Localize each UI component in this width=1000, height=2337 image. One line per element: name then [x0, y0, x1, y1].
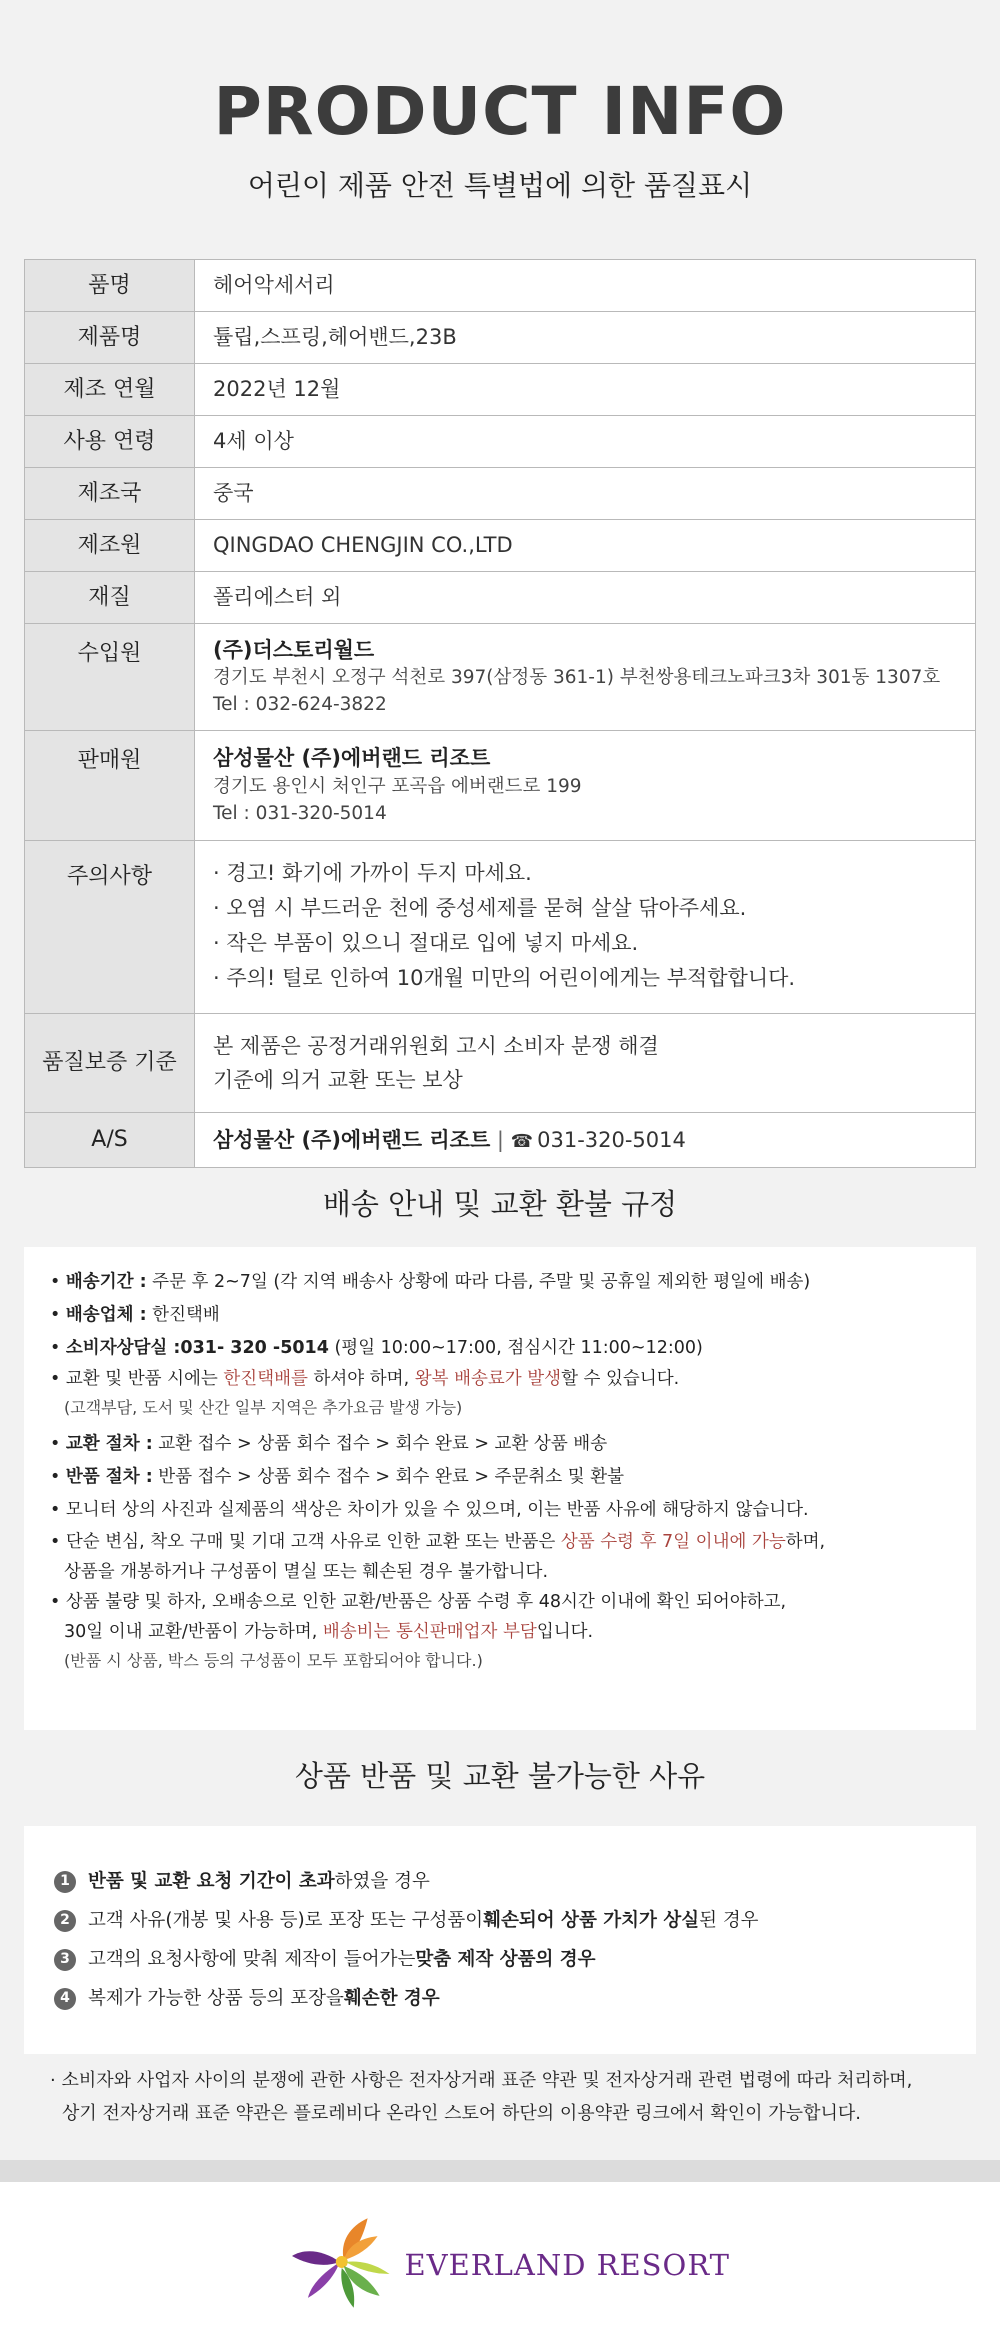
as-company: 삼성물산 (주)에버랜드 리조트 [213, 1127, 491, 1152]
number-3-icon: 3 [54, 1949, 76, 1971]
row-label: 주의사항 [25, 841, 195, 1014]
reasons-section-title: 상품 반품 및 교환 불가능한 사유 [294, 1759, 706, 1793]
as-cell [195, 1113, 976, 1168]
ship-carrier: • 배송업체 : 한진택배 [50, 1305, 220, 1325]
table-row [25, 260, 976, 312]
seller-cell [195, 731, 976, 841]
importer-name: (주)더스토리월드 [213, 637, 375, 662]
text: 한진택배 [146, 1305, 220, 1325]
reason-bold: 훼손한 경우 [343, 1988, 440, 2009]
importer-tel: Tel : 032-624-3822 [213, 694, 387, 716]
highlight: 왕복 배송료가 발생 [414, 1369, 562, 1389]
seller-address: 경기도 용인시 처인구 포곡읍 에버랜드로 199 [213, 775, 582, 797]
text: 상품 불량 및 하자, 오배송으로 인한 교환/반품은 상품 수령 후 48시간 이내에 확인 되어야하고, [65, 1592, 787, 1612]
row-label: 제조국 [25, 468, 195, 520]
text: 모니터 상의 사진과 실제품의 색상은 차이가 있을 수 있으며, 이는 반품 사유에 해당하지 않습니다. [65, 1500, 809, 1520]
ship-simple-change: • 단순 변심, 착오 구매 및 기대 고객 사유로 인한 교환 또는 반품은 상품 수령 후 7일 이내에 가능하며, [50, 1532, 826, 1552]
seller-name: 삼성물산 (주)에버랜드 리조트 [213, 746, 491, 771]
importer-cell [195, 624, 976, 731]
quality-line: 기준에 의거 교환 또는 보상 [213, 1068, 463, 1092]
number-2-icon: 2 [54, 1910, 76, 1932]
reason-bold: 훼손되어 상품 가치가 상실 [483, 1910, 700, 1931]
row-label: A/S [25, 1113, 195, 1168]
ship-defect-2 [50, 1617, 976, 1647]
reason-item [54, 1940, 976, 1979]
row-value: QINGDAO CHENGJIN CO.,LTD [195, 520, 976, 572]
row-value: 2022년 12월 [195, 364, 976, 416]
row-label: 수입원 [25, 624, 195, 731]
label: 반품 절차 : [65, 1467, 153, 1487]
reason-text: 고객 사유(개봉 및 사용 등)로 포장 또는 구성품이 [88, 1910, 484, 1931]
product-info-table [24, 259, 976, 1168]
page-title: PRODUCT INFO [213, 73, 787, 150]
table-row-caution [25, 841, 976, 1014]
ship-cs: • 소비자상담실 :031- 320 -5014 (평일 10:00~17:00, 점심시간 11:00~12:00) [50, 1338, 703, 1358]
flower-logo-icon [290, 2212, 395, 2312]
reason-item [54, 1901, 976, 1940]
importer-address: 경기도 부천시 오정구 석천로 397(삼정동 361-1) 부천쌍용테크노파크3차 301동 1307호 [213, 667, 941, 689]
caution-item: · 오염 시 부드러운 천에 중성세제를 묻혀 살살 닦아주세요. [213, 896, 747, 920]
ship-period: • 배송기간 : 주문 후 2~7일 (각 지역 배송사 상황에 따라 다름, 주말 및 공휴일 제외한 평일에 배송) [50, 1272, 811, 1292]
row-value: 폴리에스터 외 [195, 572, 976, 624]
ship-defect: • 상품 불량 및 하자, 오배송으로 인한 교환/반품은 상품 수령 후 48시간 이내에 확인 되어야하고, [50, 1592, 787, 1612]
text: 할 수 있습니다. [561, 1369, 680, 1389]
label: 배송업체 : [65, 1305, 147, 1325]
ship-exchange-procedure: • 교환 절차 : 교환 접수 > 상품 회수 접수 > 회수 완료 > 교환 상품 배송 [50, 1434, 608, 1454]
row-label: 재질 [25, 572, 195, 624]
table-row-quality [25, 1014, 976, 1113]
text: 입니다. [536, 1622, 594, 1642]
caution-item: · 주의! 털로 인하여 10개월 미만의 어린이에게는 부적합합니다. [213, 966, 796, 990]
reasons-panel [24, 1826, 976, 2054]
legal-notice-line: · 소비자와 사업자 사이의 분쟁에 관한 사항은 전자상거래 표준 약관 및 전자상거래 관련 법령에 따라 처리하며, [50, 2070, 913, 2091]
table-row-as [25, 1113, 976, 1168]
row-value: 중국 [195, 468, 976, 520]
phone-icon: ☎ [510, 1130, 534, 1152]
reason-bold: 반품 및 교환 요청 기간이 초과 [88, 1871, 335, 1892]
ship-exchange-note: (고객부담, 도서 및 산간 일부 지역은 추가요금 발생 가능) [64, 1398, 463, 1417]
caution-cell [195, 841, 976, 1014]
ship-monitor: • 모니터 상의 사진과 실제품의 색상은 차이가 있을 수 있으며, 이는 반품 사유에 해당하지 않습니다. [50, 1500, 809, 1520]
ship-simple-change-2: 상품을 개봉하거나 구성품이 멸실 또는 훼손된 경우 불가합니다. [64, 1562, 549, 1582]
highlight: 배송비는 통신판매업자 부담 [322, 1622, 537, 1642]
as-separator: | [490, 1127, 511, 1152]
quality-line: 본 제품은 공정거래위원회 고시 소비자 분쟁 해결 [213, 1034, 659, 1058]
text: 반품 접수 > 상품 회수 접수 > 회수 완료 > 주문취소 및 환불 [152, 1467, 625, 1487]
reason-text: 하였을 경우 [334, 1871, 430, 1892]
text: (평일 10:00~17:00, 점심시간 11:00~12:00) [328, 1338, 703, 1358]
table-row [25, 520, 976, 572]
footer [0, 2182, 1000, 2337]
text: 교환 접수 > 상품 회수 접수 > 회수 완료 > 교환 상품 배송 [152, 1434, 608, 1454]
row-value: 튤립,스프링,헤어밴드,23B [195, 312, 976, 364]
row-value: 헤어악세서리 [195, 260, 976, 312]
text: 단순 변심, 착오 구매 및 기대 고객 사유로 인한 교환 또는 반품은 [65, 1532, 561, 1552]
number-1-icon: 1 [54, 1871, 76, 1893]
reason-text: 복제가 가능한 상품 등의 포장을 [88, 1988, 344, 2009]
highlight: 한진택배를 [223, 1369, 308, 1389]
quality-cell [195, 1014, 976, 1113]
legal-notice-line: 상기 전자상거래 표준 약관은 플로레비다 온라인 스토어 하단의 이용약관 링크에서 확인이 가능합니다. [62, 2103, 861, 2124]
number-4-icon: 4 [54, 1988, 76, 2010]
page-subtitle: 어린이 제품 안전 특별법에 의한 품질표시 [247, 169, 753, 202]
reason-text: 고객의 요청사항에 맞춰 제작이 들어가는 [88, 1949, 416, 1970]
row-label: 제조 연월 [25, 364, 195, 416]
ship-defect-note: (반품 시 상품, 박스 등의 구성품이 모두 포함되어야 합니다.) [64, 1651, 483, 1670]
logo-text: EVERLAND RESORT [404, 2248, 730, 2282]
text: 주문 후 2~7일 (각 지역 배송사 상황에 따라 다름, 주말 및 공휴일 제외한 평일에 배송) [146, 1272, 811, 1292]
row-label: 품명 [25, 260, 195, 312]
label: 교환 절차 : [65, 1434, 153, 1454]
shipping-section-title: 배송 안내 및 교환 환불 규정 [322, 1187, 678, 1221]
reason-bold: 맞춤 제작 상품의 경우 [415, 1949, 596, 1970]
text: 하며, [785, 1532, 826, 1552]
reason-text: 된 경우 [699, 1910, 759, 1931]
highlight: 상품 수령 후 7일 이내에 가능 [560, 1532, 786, 1552]
table-row [25, 416, 976, 468]
row-label: 제조원 [25, 520, 195, 572]
seller-tel: Tel : 031-320-5014 [213, 802, 387, 824]
reason-item [54, 1862, 976, 1901]
label: 소비자상담실 : [65, 1338, 181, 1358]
table-row [25, 312, 976, 364]
divider-band [0, 2160, 1000, 2182]
ship-return-procedure: • 반품 절차 : 반품 접수 > 상품 회수 접수 > 회수 완료 > 주문취소 및 환불 [50, 1467, 625, 1487]
row-label: 품질보증 기준 [25, 1014, 195, 1113]
table-row [25, 364, 976, 416]
caution-item: · 작은 부품이 있으니 절대로 입에 넣지 마세요. [213, 931, 639, 955]
cs-phone: 031- 320 -5014 [180, 1338, 329, 1358]
table-row [25, 572, 976, 624]
table-row-seller [25, 731, 976, 841]
label: 배송기간 : [65, 1272, 147, 1292]
caution-item: · 경고! 화기에 가까이 두지 마세요. [213, 861, 532, 885]
row-value: 4세 이상 [195, 416, 976, 468]
shipping-panel [24, 1247, 976, 1730]
everland-logo [290, 2212, 730, 2312]
row-label: 사용 연령 [25, 416, 195, 468]
text: 하셔야 하며, [307, 1369, 415, 1389]
legal-notice [50, 2064, 970, 2130]
as-phone: 031-320-5014 [537, 1127, 686, 1152]
ship-exchange: • 교환 및 반품 시에는 한진택배를 하셔야 하며, 왕복 배송료가 발생할 수 있습니다. [50, 1369, 680, 1389]
row-label: 판매원 [25, 731, 195, 841]
table-row [25, 468, 976, 520]
text: 30일 이내 교환/반품이 가능하며, [64, 1622, 323, 1642]
text: 교환 및 반품 시에는 [65, 1369, 224, 1389]
table-row-importer [25, 624, 976, 731]
row-label: 제품명 [25, 312, 195, 364]
reason-item [54, 1979, 976, 2018]
